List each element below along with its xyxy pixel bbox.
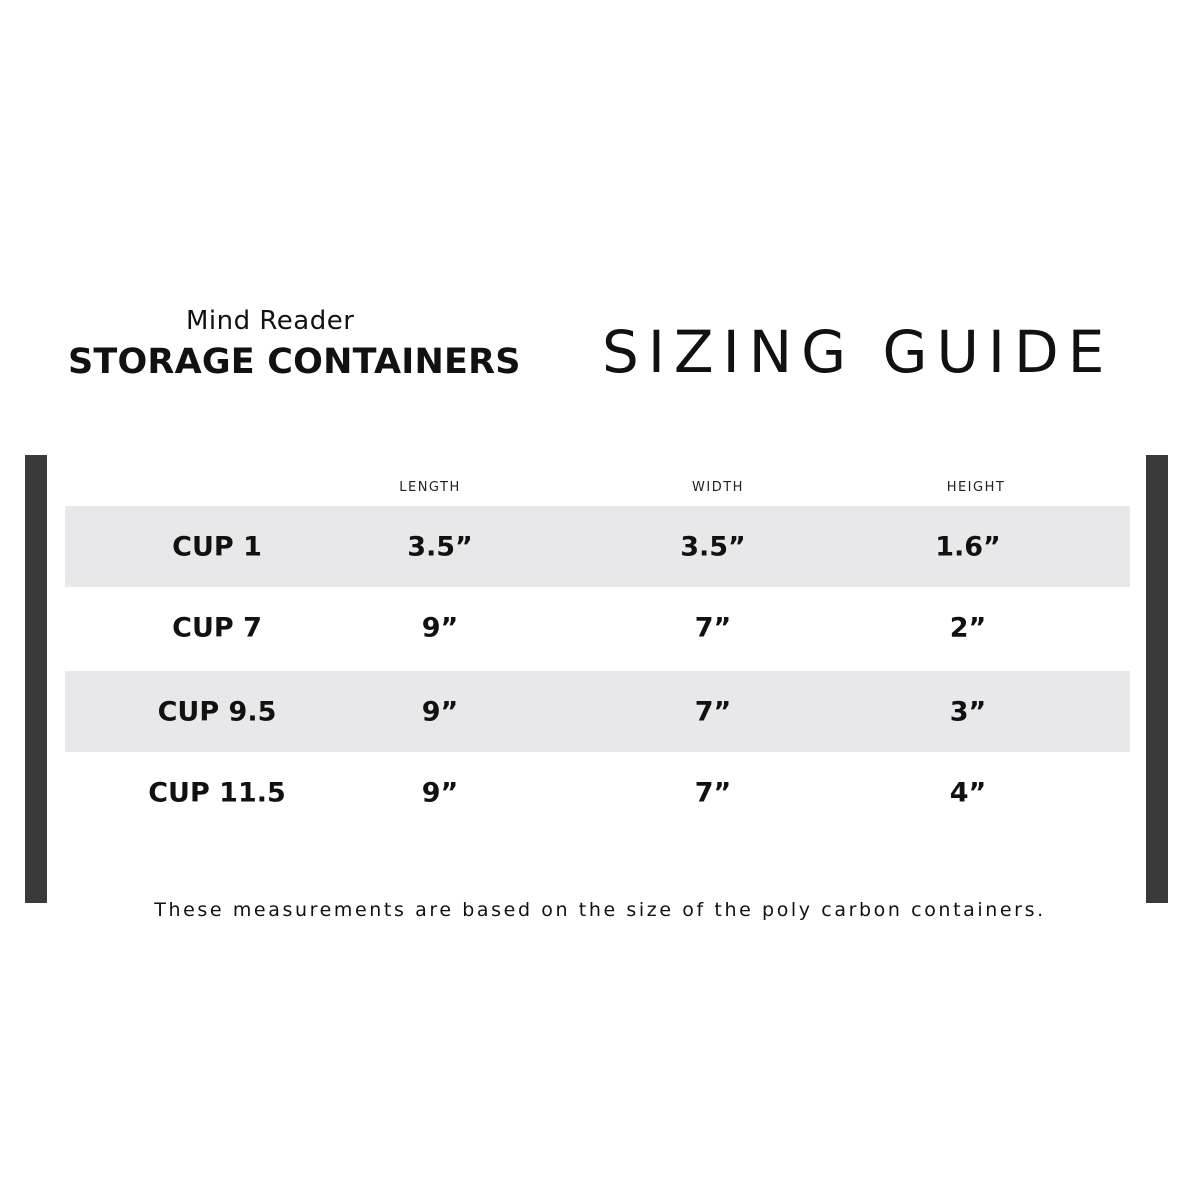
height-value: 4” xyxy=(949,777,987,808)
column-header-height: HEIGHT xyxy=(946,480,1006,495)
row-name: CUP 7 xyxy=(172,612,262,643)
height-value: 1.6” xyxy=(935,531,1001,562)
width-value: 7” xyxy=(694,612,732,643)
row-name: CUP 11.5 xyxy=(148,777,286,808)
height-value: 2” xyxy=(949,612,987,643)
sizing-guide-title: SIZING GUIDE xyxy=(602,318,1114,386)
brand-name: Mind Reader xyxy=(186,306,355,336)
width-value: 7” xyxy=(694,696,732,727)
table-row xyxy=(65,752,1130,833)
column-header-length: LENGTH xyxy=(399,480,461,495)
row-name: CUP 1 xyxy=(172,531,262,562)
table-row xyxy=(65,506,1130,587)
product-title: STORAGE CONTAINERS xyxy=(68,342,521,382)
row-name: CUP 9.5 xyxy=(157,696,277,727)
right-side-bar xyxy=(1146,455,1168,903)
length-value: 9” xyxy=(421,696,459,727)
width-value: 3.5” xyxy=(680,531,746,562)
length-value: 9” xyxy=(421,612,459,643)
left-side-bar xyxy=(25,455,47,903)
measurement-footnote: These measurements are based on the size of the poly carbon containers. xyxy=(154,899,1046,921)
height-value: 3” xyxy=(949,696,987,727)
table-row xyxy=(65,587,1130,668)
length-value: 3.5” xyxy=(407,531,473,562)
column-header-width: WIDTH xyxy=(692,480,744,495)
table-row xyxy=(65,671,1130,752)
length-value: 9” xyxy=(421,777,459,808)
width-value: 7” xyxy=(694,777,732,808)
